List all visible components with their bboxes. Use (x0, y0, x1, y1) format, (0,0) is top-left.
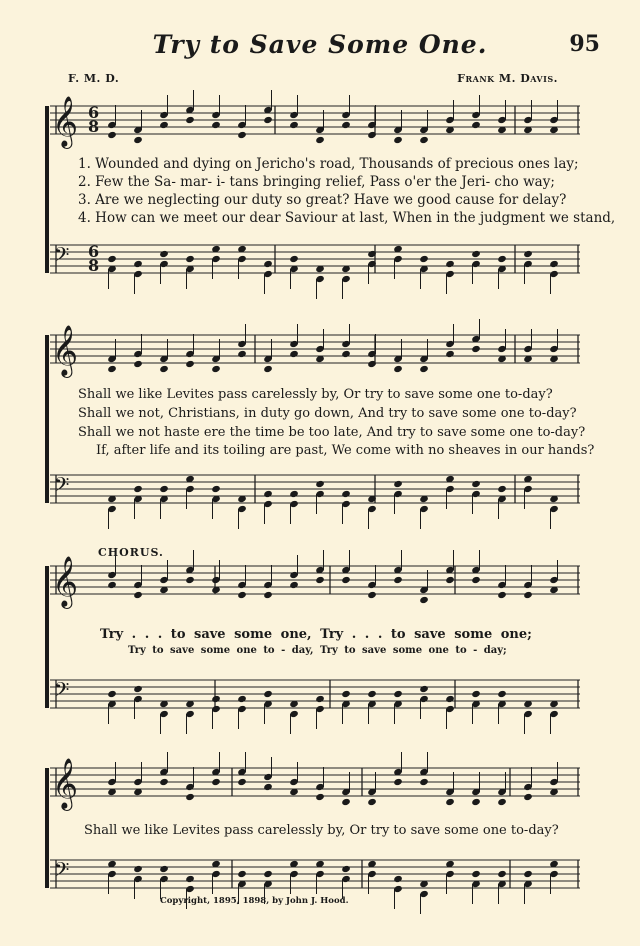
note-head (445, 576, 455, 584)
note-head (393, 875, 403, 883)
note-head (159, 121, 169, 129)
note-head (497, 870, 507, 878)
note-head (159, 865, 169, 873)
note-head (133, 865, 143, 873)
note-head (419, 685, 429, 693)
page-number: 95 (569, 31, 600, 57)
copyright-notice: Copyright, 1895, 1898, by John J. Hood. (160, 896, 349, 906)
note-head (497, 690, 507, 698)
note-head (211, 365, 221, 373)
note-head (497, 591, 507, 599)
treble-clef: 𝄞 (52, 96, 79, 147)
note-head (263, 116, 273, 124)
note-head (471, 870, 481, 878)
note-head (445, 695, 455, 703)
note-head (523, 793, 533, 801)
note-head (471, 480, 481, 488)
note-head (159, 778, 169, 786)
refrain-3: Shall we not haste ere the time be too late, And try to save some one to-day? (78, 425, 586, 440)
note-head (471, 576, 481, 584)
note-head (237, 870, 247, 878)
note-head (263, 690, 273, 698)
note-head (419, 365, 429, 373)
note-head (497, 798, 507, 806)
note-head (185, 116, 195, 124)
page-title: Try to Save Some One. (152, 30, 488, 59)
note-head (263, 783, 273, 791)
note-head (497, 485, 507, 493)
note-head (263, 870, 273, 878)
note-head (185, 875, 195, 883)
note-head (315, 480, 325, 488)
chorus-label: CHORUS. (98, 546, 164, 559)
note-head (341, 121, 351, 129)
note-head (341, 865, 351, 873)
note-head (445, 798, 455, 806)
bass-clef: 𝄢 (54, 473, 70, 501)
note-head (393, 576, 403, 584)
note-head (185, 576, 195, 584)
verse-2: 2. Few the Sa- mar- i- tans bringing relief, Pass o'er the Jeri- cho way; (78, 174, 555, 190)
note-head (237, 778, 247, 786)
note-head (315, 695, 325, 703)
verse-4: 4. How can we meet our dear Saviour at last, When in the judgment we stand, (78, 210, 616, 226)
note-head (237, 695, 247, 703)
note-head (393, 136, 403, 144)
treble-clef: 𝄞 (52, 556, 79, 607)
note-head (211, 121, 221, 129)
note-head (315, 136, 325, 144)
note-head (471, 690, 481, 698)
time-signature: 8 (88, 117, 100, 136)
note-head (315, 576, 325, 584)
note-head (133, 360, 143, 368)
note-head (445, 260, 455, 268)
verse-1: 1. Wounded and dying on Jericho's road, Thousands of precious ones lay; (78, 156, 579, 172)
bass-clef: 𝄢 (54, 678, 70, 706)
note-head (289, 121, 299, 129)
note-head (393, 690, 403, 698)
note-head (367, 690, 377, 698)
time-signature: 8 (88, 256, 100, 275)
refrain-2: Shall we not, Christians, in duty go down, And try to save some one to-day? (78, 406, 577, 421)
note-head (263, 490, 273, 498)
note-head (393, 480, 403, 488)
composer-credit: Frank M. Davis. (457, 72, 558, 85)
note-head (393, 365, 403, 373)
note-head (185, 255, 195, 263)
note-head (341, 690, 351, 698)
bass-clef: 𝄢 (54, 243, 70, 271)
note-head (419, 596, 429, 604)
note-head (419, 136, 429, 144)
note-head (523, 870, 533, 878)
note-head (341, 576, 351, 584)
treble-clef: 𝄞 (52, 758, 79, 809)
note-head (471, 798, 481, 806)
note-head (471, 121, 481, 129)
note-head (497, 255, 507, 263)
note-head (237, 131, 247, 139)
note-head (107, 365, 117, 373)
lyricist-credit: F. M. D. (68, 72, 120, 85)
note-head (133, 591, 143, 599)
time-signature: 6 (88, 103, 100, 122)
note-head (237, 591, 247, 599)
note-head (289, 581, 299, 589)
note-head (445, 350, 455, 358)
note-head (367, 591, 377, 599)
note-head (289, 350, 299, 358)
note-head (289, 490, 299, 498)
note-head (549, 260, 559, 268)
note-head (211, 695, 221, 703)
note-head (471, 345, 481, 353)
refrain-1: Shall we like Levites pass carelessly by, Or try to save some one to-day? (78, 387, 553, 402)
note-head (341, 490, 351, 498)
note-head (341, 798, 351, 806)
note-head (211, 778, 221, 786)
note-head (523, 250, 533, 258)
time-signature: 6 (88, 242, 100, 261)
verse-3: 3. Are we neglecting our duty so great? Have we good cause for delay? (78, 192, 567, 208)
note-head (185, 360, 195, 368)
chorus-bass-lyric: Try to save some one to - day, Try to save some one to - day; (128, 645, 507, 656)
note-head (263, 260, 273, 268)
note-head (159, 485, 169, 493)
note-head (133, 485, 143, 493)
note-head (185, 793, 195, 801)
note-head (315, 793, 325, 801)
note-head (393, 778, 403, 786)
note-head (367, 798, 377, 806)
bass-clef: 𝄢 (54, 858, 70, 886)
note-head (471, 250, 481, 258)
note-head (289, 255, 299, 263)
note-head (263, 591, 273, 599)
note-head (133, 685, 143, 693)
note-head (107, 581, 117, 589)
note-head (419, 255, 429, 263)
note-head (133, 260, 143, 268)
chorus-final-lyric: Shall we like Levites pass carelessly by, Or try to save some one to-day? (84, 823, 559, 838)
note-head (263, 365, 273, 373)
note-head (107, 255, 117, 263)
note-head (159, 250, 169, 258)
note-head (211, 485, 221, 493)
note-head (237, 350, 247, 358)
note-head (419, 778, 429, 786)
note-head (107, 690, 117, 698)
treble-clef: 𝄞 (52, 325, 79, 376)
chorus-soprano-lyric: Try . . . to save some one, Try . . . to save some one; (100, 627, 532, 642)
note-head (159, 365, 169, 373)
note-head (341, 350, 351, 358)
note-head (107, 131, 117, 139)
refrain-4: If, after life and its toiling are past, We come with no sheaves in our hands? (96, 443, 595, 458)
note-head (133, 136, 143, 144)
note-head (523, 591, 533, 599)
